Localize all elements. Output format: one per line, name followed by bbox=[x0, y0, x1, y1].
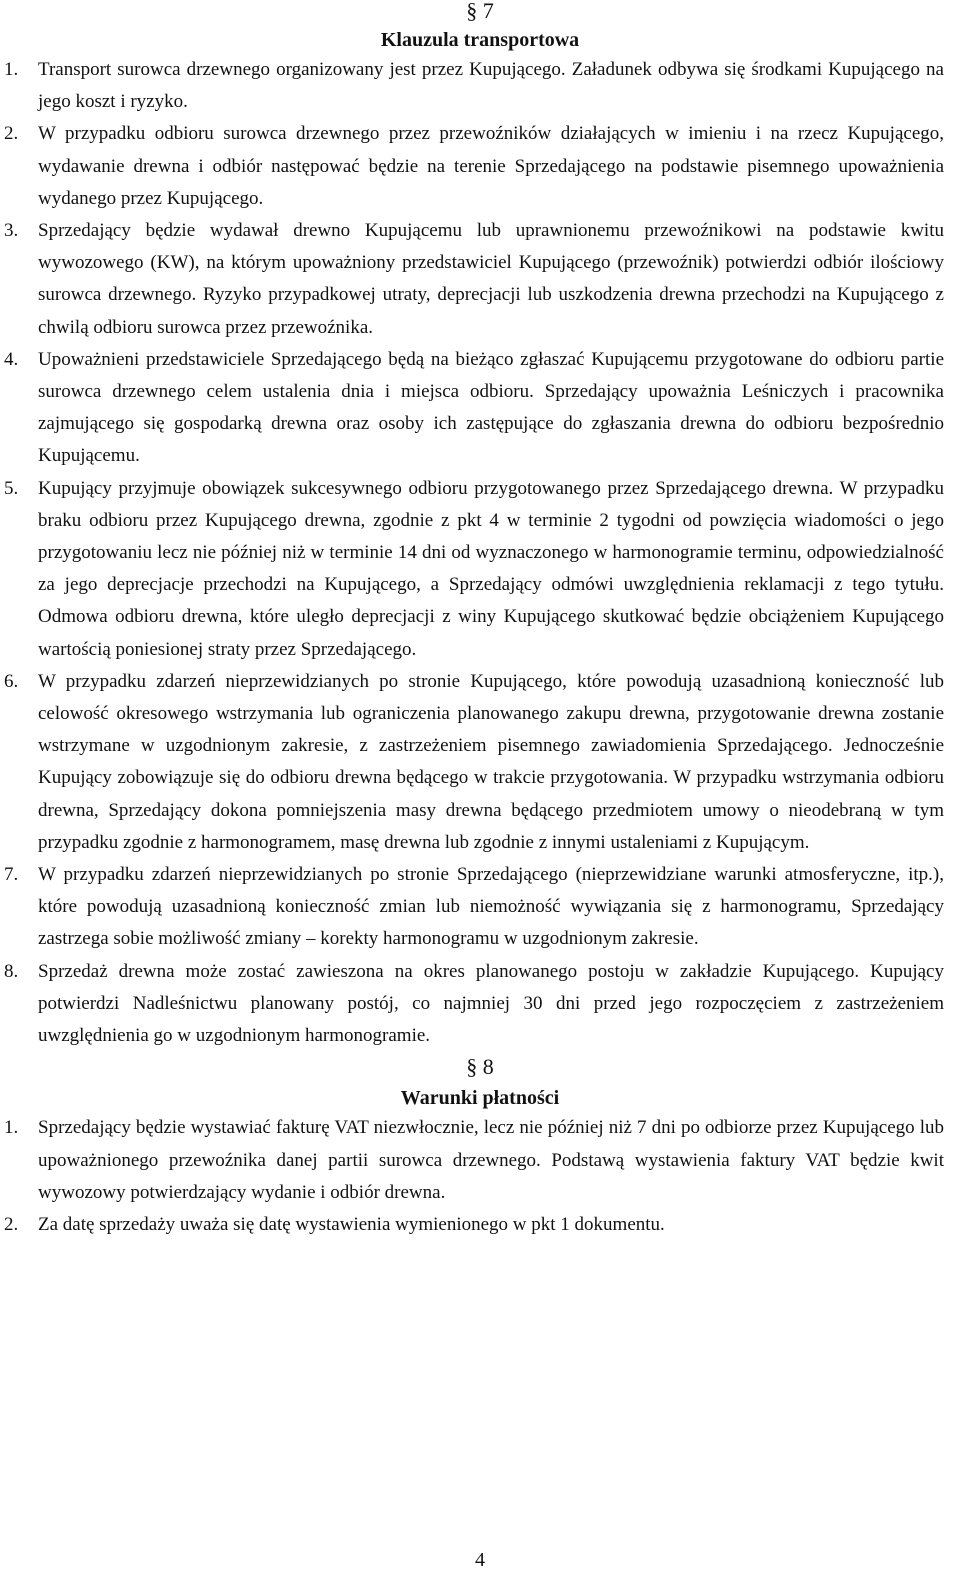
list-item bbox=[0, 54, 960, 118]
section-8-title: Warunki płatności bbox=[400, 1087, 560, 1110]
item-number: 2. bbox=[4, 123, 19, 145]
item-text: W przypadku zdarzeń nieprzewidzianych po stronie Sprzedającego (nieprzewidziane warunki atmosferyczne, itp.), które powodują uzasadnioną konieczność zmian lub niemożność wywiązania się z harmonogramu, Sprzedający zastrzega sobie możliwość zmiany – korekty harmonogramu w uzgodnionym zakresie. bbox=[38, 864, 944, 950]
item-number: 8. bbox=[4, 960, 19, 982]
item-text: W przypadku odbioru surowca drzewnego przez przewoźników działających w imieniu i na rzecz Kupującego, wydawanie drewna i odbiór następować będzie na terenie Sprzedającego na podstawie pisemnego upoważnienia wydanego przez Kupującego. bbox=[38, 123, 944, 209]
list-item bbox=[0, 344, 960, 473]
list-item bbox=[0, 956, 960, 1053]
page-number: 4 bbox=[475, 1549, 485, 1571]
item-number: 1. bbox=[4, 1117, 19, 1139]
item-number: 4. bbox=[4, 348, 19, 370]
list-item bbox=[0, 1112, 960, 1209]
item-text: Sprzedaż drewna może zostać zawieszona na okres planowanego postoju w zakładzie Kupującego. Kupujący potwierdzi Nadleśnictwu planowany postój, co najmniej 30 dni przed jego rozpoczęciem z zastrzeżeniem uwzględnienia go w uzgodnionym harmonogramie. bbox=[38, 960, 944, 1047]
item-text: Sprzedający będzie wystawiać fakturę VAT niezwłocznie, lecz nie później niż 7 dni po odbiorze przez Kupującego lub upoważnionego przewoźnika danej partii surowca drzewnego. Podstawą wystawienia faktury VAT będzie kwit wywozowy potwierdzający wydanie i odbiór drewna. bbox=[38, 1117, 944, 1203]
item-text: W przypadku zdarzeń nieprzewidzianych po stronie Kupującego, które powodują uzasadnioną konieczność lub celowość okresowego wstrzymania lub ograniczenia planowanego zakupu drewna, przygotowanie drewna zostanie wstrzymane w uzgodnionym zakresie, z zastrzeżeniem pisemnego zawiadomienia Sprzedającego. Jednocześnie Kupujący zobowiązuje się do odbioru drewna będącego w trakcie przygotowania. W przypadku wstrzymania odbioru drewna, Sprzedający dokona pomniejszenia masy drewna będącego przedmiotem umowy o nieodebraną w tym przypadku zgodnie z harmonogramem, masę drewna lub zgodnie z innymi ustaleniami z Kupującym. bbox=[38, 670, 944, 853]
list-item bbox=[0, 215, 960, 344]
item-number: 3. bbox=[4, 220, 19, 242]
section-7-list bbox=[0, 54, 960, 1052]
item-text: Za datę sprzedaży uważa się datę wystawienia wymienionego w pkt 1 dokumentu. bbox=[38, 1213, 665, 1235]
section-8-list bbox=[0, 1112, 960, 1241]
item-number: 2. bbox=[4, 1213, 19, 1235]
item-text: Upoważnieni przedstawiciele Sprzedającego będą na bieżąco zgłaszać Kupującemu przygotowane do odbioru partie surowca drzewnego celem ustalenia dnia i miejsca odbioru. Sprzedający upoważnia Leśniczych i pracownika zajmującego się gospodarką drewna oraz osoby ich zastępujące do zgłaszania drewna do odbioru bezpośrednio Kupującemu. bbox=[38, 348, 944, 467]
item-number: 1. bbox=[4, 59, 19, 80]
item-text: Sprzedający będzie wydawał drewno Kupującemu lub uprawnionemu przewoźnikowi na podstawie kwitu wywozowego (KW), na którym upoważniony przedstawiciel Kupującego (przewoźnik) potwierdzi odbiór ilościowy surowca drzewnego. Ryzyko przypadkowej utraty, deprecjacji lub uszkodzenia drewna przechodzi na Kupującego z chwilą odbioru surowca przez przewoźnika. bbox=[38, 220, 944, 338]
section-7-title: Klauzula transportowa bbox=[380, 29, 580, 51]
item-text: Kupujący przyjmuje obowiązek sukcesywnego odbioru przygotowanego przez Sprzedającego drewna. W przypadku braku odbioru przez Kupującego drewna, zgodnie z pkt 4 w terminie 2 tygodni od powzięcia wiadomości o jego przygotowaniu lecz nie później niż w terminie 14 dni od wyznaczonego w harmonogramie terminu, odpowiedzialność za jego deprecjacje przechodzi na Kupującego, a Sprzedający odmówi uwzględnienia reklamacji z tego tytułu. Odmowa odbioru drewna, które uległo deprecjacji z winy Kupującego skutkować będzie obciążeniem Kupującego wartością poniesionej straty przez Sprzedającego. bbox=[38, 477, 944, 660]
list-item bbox=[0, 859, 960, 956]
item-text: Transport surowca drzewnego organizowany jest przez Kupującego. Załadunek odbywa się środkami Kupującego na jego koszt i ryzyko. bbox=[38, 59, 944, 113]
list-item bbox=[0, 666, 960, 859]
item-number: 6. bbox=[4, 670, 19, 692]
list-item bbox=[0, 473, 960, 666]
section-7-sign: § 7 bbox=[466, 0, 494, 23]
section-8-sign: § 8 bbox=[466, 1054, 494, 1080]
list-item bbox=[0, 118, 960, 215]
item-number: 7. bbox=[4, 864, 19, 886]
item-number: 5. bbox=[4, 477, 19, 499]
list-item bbox=[0, 1209, 960, 1241]
